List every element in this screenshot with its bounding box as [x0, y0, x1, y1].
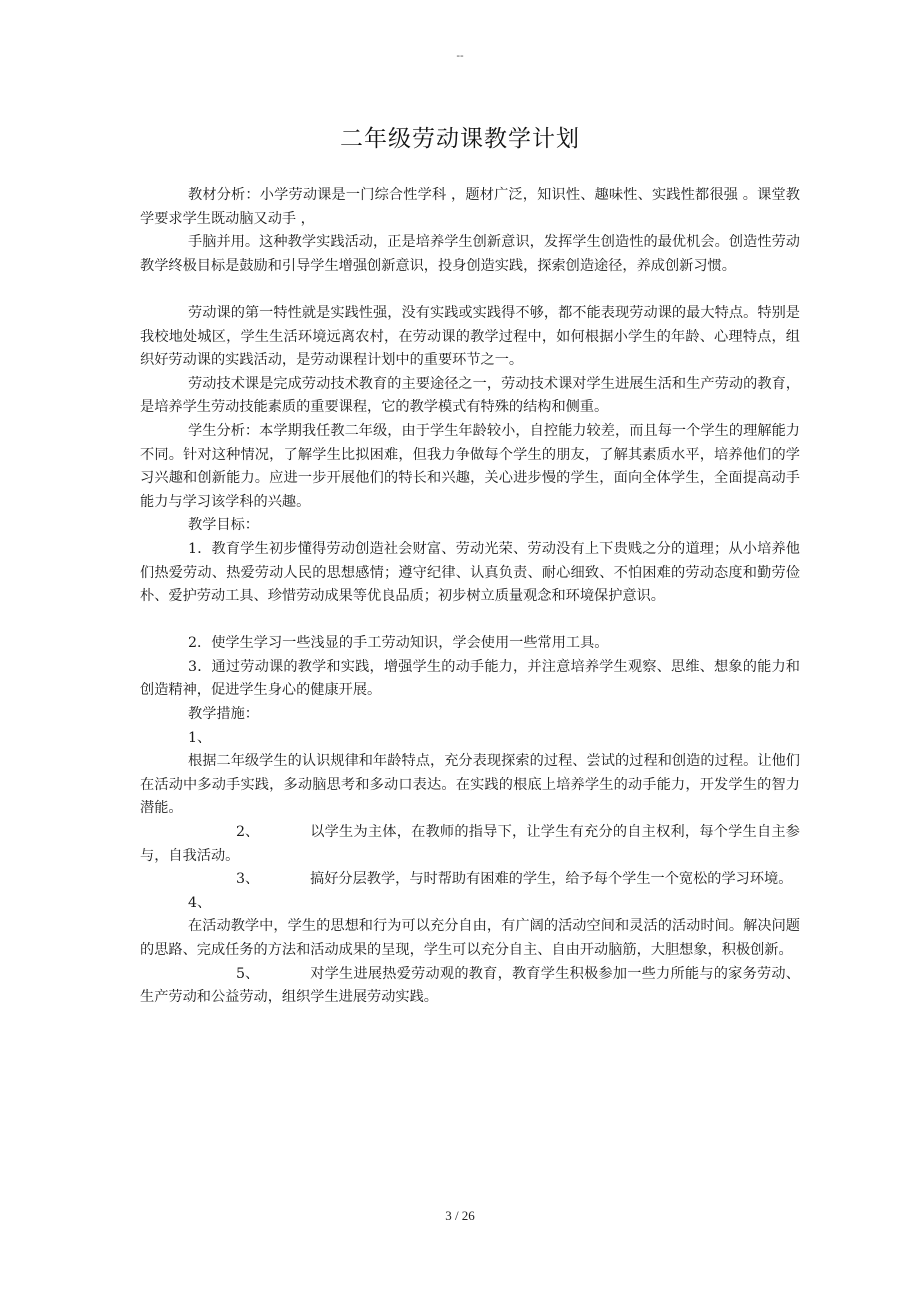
paragraph-practicality: 劳动课的第一特性就是实践性强，没有实践或实践得不够，都不能表现劳动课的最大特点。特别是我校地处城区，学生生活环境远离农村，在劳动课的教学过程中，如何根据小学生的年龄、心理特点，组织好劳动课的实践活动，是劳动课程计划中的重要环节之一。: [140, 304, 800, 369]
page-title: 二年级劳动课教学计划: [340, 126, 580, 152]
measure-5: [140, 963, 800, 1010]
header-mark: --: [456, 50, 464, 62]
goal-item-3: 3．通过劳动课的教学和实践，增强学生的动手能力，并注意培养学生观察、思维、想象的能力和创造精神，促进学生身心的健康开展。: [140, 658, 800, 699]
goal-item-1: 1．教育学生初步懂得劳动创造社会财富、劳动光荣、劳动没有上下贵贱之分的道理；从小培养他们热爱劳动、热爱劳动人民的思想感情；遵守纪律、认真负责、耐心细致、不怕困难的劳动态度和勤劳俭朴、爱护劳动工具、珍惜劳动成果等优良品质；初步树立质量观念和环境保护意识。: [140, 540, 800, 605]
measure-4-text: 在活动教学中，学生的思想和行为可以充分自由，有广阔的活动空间和灵活的活动时间。解决问题的思路、完成任务的方法和活动成果的呈现，学生可以充分自主、自由开动脑筋，大胆想象，积极创新。: [140, 918, 800, 958]
measure-3-number: 3、: [236, 871, 260, 888]
heading-teaching-goals: 教学目标：: [188, 517, 259, 534]
document-body: [140, 184, 800, 1010]
page-indicator: 3 / 26: [445, 1208, 475, 1223]
paragraph-hands-and-brain: 手脑并用。这种教学实践活动，正是培养学生创新意识，发挥学生创造性的最优机会。创造性劳动教学终极目标是鼓励和引导学生增强创新意识，投身创造实践，探索创造途径，养成创新习惯。: [140, 234, 800, 274]
paragraph-labor-tech: 劳动技术课是完成劳动技术教育的主要途径之一，劳动技术课对学生进展生活和生产劳动的教育，是培养学生劳动技能素质的重要课程，它的教学模式有特殊的结构和侧重。: [140, 375, 800, 416]
measure-5-text: 对学生进展热爱劳动观的教育，教育学生积极参加一些力所能与的家务劳动、生产劳动和公益劳动，组织学生进展劳动实践。: [140, 965, 800, 1006]
measure-1-number: 1、: [188, 729, 212, 746]
heading-teaching-measures: 教学措施：: [188, 706, 259, 723]
paragraph-student-analysis: 学生分析：本学期我任教二年级，由于学生年龄较小，自控能力较差，而且每一个学生的理解能力不同。针对这种情况，了解学生比拟困难，但我力争做每个学生的朋友，了解其素质水平，培养他们的学习兴趣和创新能力。应进一步开展他们的特长和兴趣，关心进步慢的学生，面向全体学生，全面提高动手能力与学习该学科的兴趣。: [140, 422, 800, 510]
measure-2-number: 2、: [236, 824, 260, 841]
measure-3-text: 搞好分层教学，与时帮助有困难的学生，给予每个学生一个宽松的学习环境。: [310, 871, 793, 888]
measure-1-text: 根据二年级学生的认识规律和年龄特点，充分表现探索的过程、尝试的过程和创造的过程。让他们在活动中多动手实践，多动脑思考和多动口表达。在实践的根底上培养学生的动手能力，开发学生的智力潜能。: [140, 753, 800, 817]
measure-5-number: 5、: [236, 965, 260, 982]
measure-2: [140, 821, 800, 868]
measure-4-number: 4、: [188, 894, 212, 911]
measure-3: [140, 868, 800, 892]
measure-2-text: 以学生为主体，在教师的指导下，让学生有充分的自主权利，每个学生自主参与，自我活动。: [140, 824, 800, 864]
paragraph-material-analysis: 教材分析：小学劳动课是一门综合性学科 ，题材广泛，知识性、趣味性、实践性都很强 。课堂教学要求学生既动脑又动手 ，: [140, 187, 800, 227]
goal-item-2: 2．使学生学习一些浅显的手工劳动知识，学会使用一些常用工具。: [188, 635, 609, 652]
